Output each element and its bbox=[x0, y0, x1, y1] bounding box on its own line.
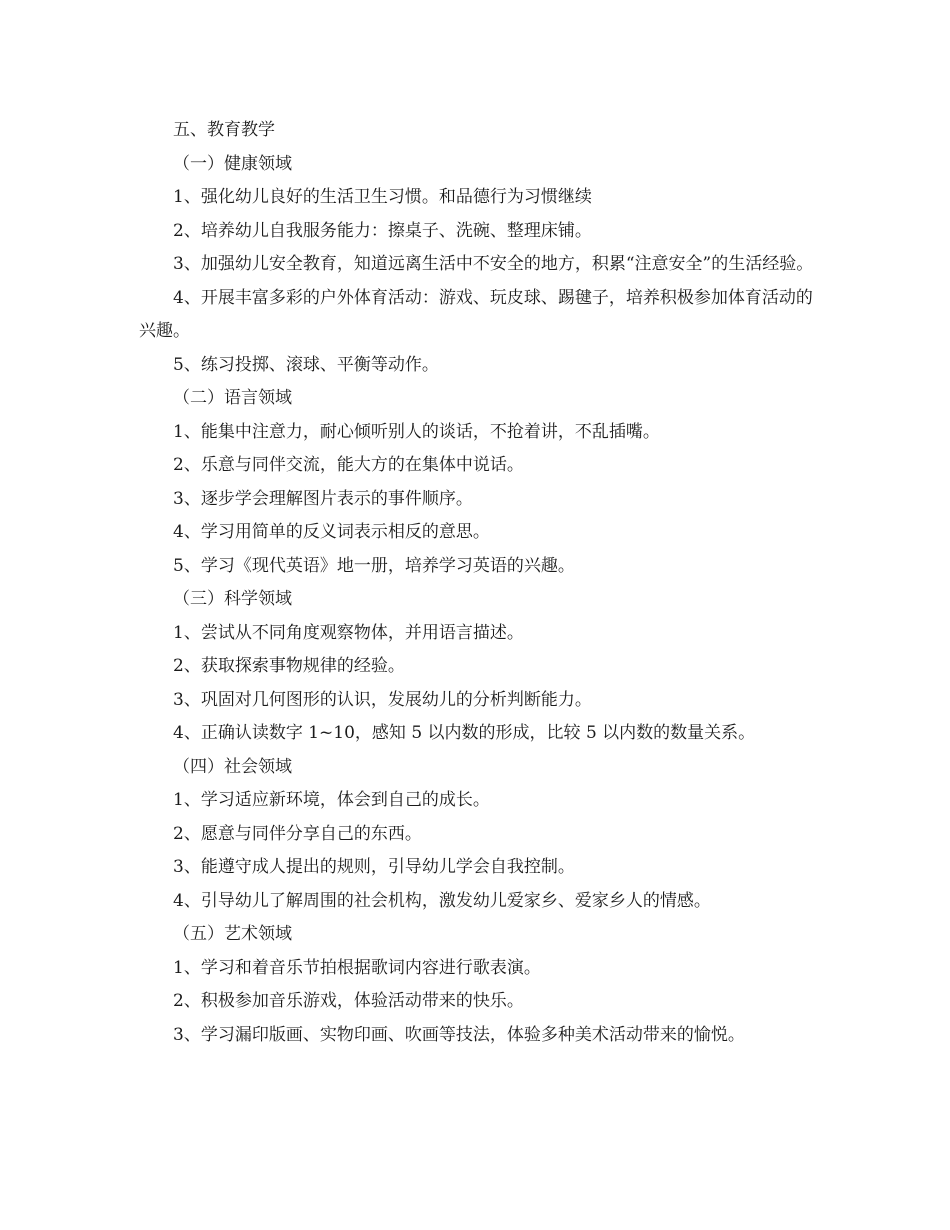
document-body bbox=[139, 114, 815, 1052]
list-item: 4、正确认读数字 1~10，感知 5 以内数的形成，比较 5 以内数的数量关系。 bbox=[173, 723, 756, 743]
subsection-heading-health: （一）健康领域 bbox=[173, 153, 292, 174]
list-item: 3、学习漏印版画、实物印画、吹画等技法，体验多种美术活动带来的愉悦。 bbox=[173, 1024, 745, 1045]
list-item: 2、积极参加音乐游戏，体验活动带来的快乐。 bbox=[173, 991, 524, 1011]
list-item: 1、学习适应新环境，体会到自己的成长。 bbox=[173, 790, 490, 810]
list-item: 3、逐步学会理解图片表示的事件顺序。 bbox=[173, 488, 473, 509]
list-item: 1、学习和着音乐节拍根据歌词内容进行歌表演。 bbox=[173, 957, 541, 978]
list-item: 4、学习用简单的反义词表示相反的意思。 bbox=[173, 522, 490, 542]
subsection-heading-science: （三）科学领域 bbox=[173, 589, 292, 609]
list-item: 5、练习投掷、滚球、平衡等动作。 bbox=[173, 354, 439, 375]
list-item: 2、乐意与同伴交流，能大方的在集体中说话。 bbox=[173, 455, 524, 475]
list-item: 3、能遵守成人提出的规则，引导幼儿学会自我控制。 bbox=[173, 857, 575, 877]
subsection-heading-art: （五）艺术领域 bbox=[173, 924, 292, 944]
list-item: 1、尝试从不同角度观察物体，并用语言描述。 bbox=[173, 622, 524, 643]
section-title: 五、教育教学 bbox=[173, 120, 275, 140]
list-item: 2、愿意与同伴分享自己的东西。 bbox=[173, 823, 422, 844]
subsection-heading-society: （四）社会领域 bbox=[173, 756, 292, 777]
list-item: 4、开展丰富多彩的户外体育活动：游戏、玩皮球、踢毽子，培养积极参加体育活动的兴趣。 bbox=[139, 287, 813, 341]
list-item: 3、巩固对几何图形的认识，发展幼儿的分析判断能力。 bbox=[173, 689, 592, 710]
list-item: 5、学习《现代英语》地一册，培养学习英语的兴趣。 bbox=[173, 555, 575, 576]
subsection-heading-language: （二）语言领域 bbox=[173, 388, 292, 408]
list-item: 3、加强幼儿安全教育，知道远离生活中不安全的地方，积累“注意安全”的生活经验。 bbox=[173, 254, 814, 274]
list-item: 4、引导幼儿了解周围的社会机构，激发幼儿爱家乡、爱家乡人的情感。 bbox=[173, 890, 711, 911]
list-item: 2、培养幼儿自我服务能力：擦桌子、洗碗、整理床铺。 bbox=[173, 220, 592, 241]
list-item: 1、能集中注意力，耐心倾听别人的谈话，不抢着讲，不乱插嘴。 bbox=[173, 421, 660, 442]
list-item: 1、强化幼儿良好的生活卫生习惯。和品德行为习惯继续 bbox=[173, 187, 592, 207]
list-item: 2、获取探索事物规律的经验。 bbox=[173, 656, 405, 676]
